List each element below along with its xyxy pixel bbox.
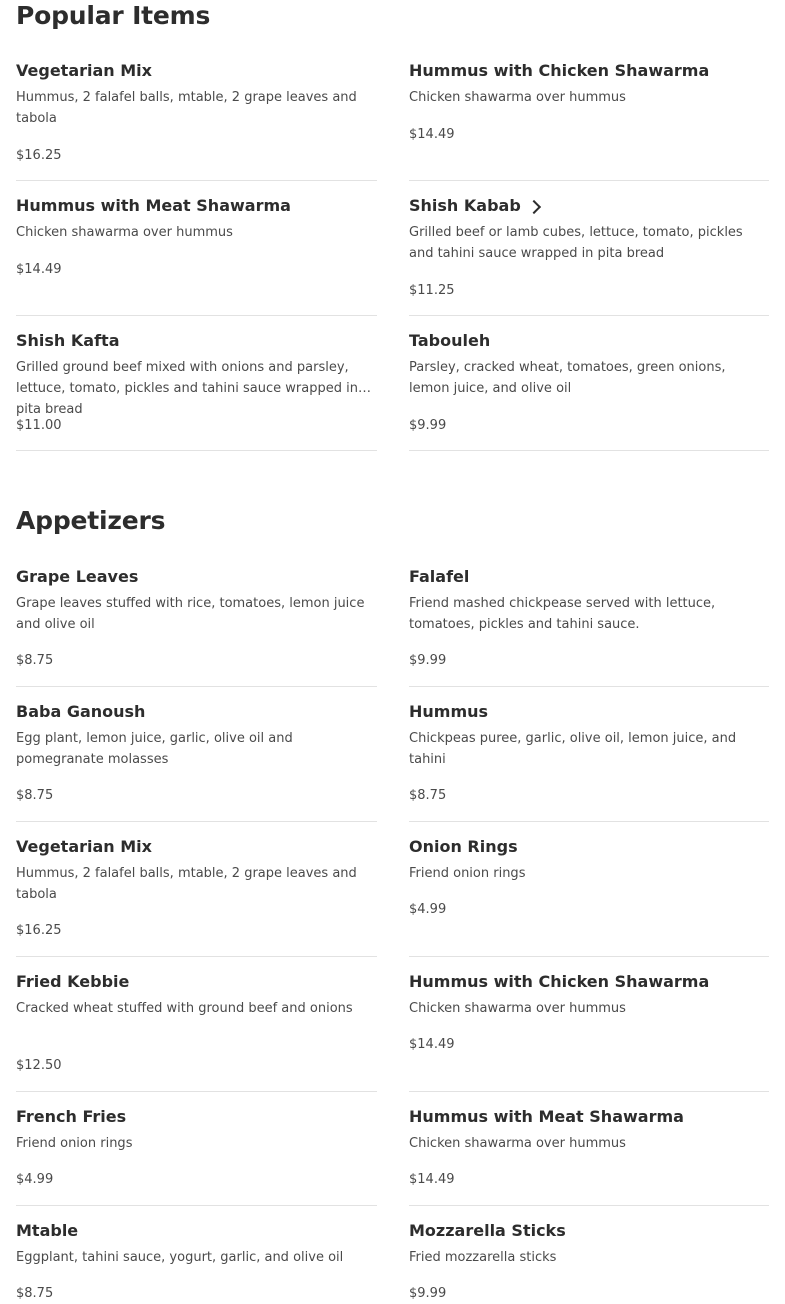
item-name: Tabouleh [409,331,491,350]
item-description: Friend onion rings [16,1136,133,1151]
menu-item-falafel[interactable] [409,567,769,681]
menu-item-shish-kafta[interactable] [16,331,377,445]
item-price: $9.99 [409,653,447,668]
item-price: $14.49 [409,1037,455,1052]
item-description: Chicken shawarma over hummus [16,225,233,240]
item-description: Chickpeas puree, garlic, olive oil, lemon juice, and tahini [409,731,737,767]
section-title-appetizers: Appetizers [16,506,166,535]
chevron-right-icon[interactable] [527,199,541,213]
menu-item-hummus-chicken-shawarma[interactable] [409,61,769,175]
divider [16,315,377,316]
item-price: $11.00 [16,418,62,433]
divider [16,956,377,957]
divider [16,1205,377,1206]
menu-item-tabouleh[interactable] [409,331,769,445]
menu-item-baba-ganoush[interactable] [16,702,377,816]
divider [409,821,769,822]
item-name: French Fries [16,1107,127,1126]
item-price: $9.99 [409,418,447,433]
item-name: Grape Leaves [16,567,139,586]
item-price: $16.25 [16,148,62,163]
menu-item-fried-kebbie[interactable] [16,972,377,1086]
item-name: Shish Kabab [409,196,521,215]
item-description: Chicken shawarma over hummus [409,90,626,105]
divider [409,180,769,181]
divider [409,450,769,451]
item-name: Onion Rings [409,837,518,856]
item-price: $9.99 [409,1286,447,1301]
item-description: Grilled ground beef mixed with onions and parsley, lettuce, tomato, pickles and tahini sauce wrapped in pita bread [16,360,358,417]
item-name: Baba Ganoush [16,702,146,721]
menu-item-mozzarella-sticks[interactable] [409,1221,769,1301]
item-price: $8.75 [16,1286,54,1301]
item-description: Cracked wheat stuffed with ground beef and onions [16,1001,353,1016]
item-description: Chicken shawarma over hummus [409,1001,626,1016]
item-description: Hummus, 2 falafel balls, mtable, 2 grape leaves and tabola [16,90,357,126]
item-name: Hummus with Chicken Shawarma [409,61,710,80]
divider [16,686,377,687]
item-name: Vegetarian Mix [16,61,152,80]
item-name: Hummus [409,702,489,721]
item-description: Hummus, 2 falafel balls, mtable, 2 grape leaves and tabola [16,866,357,902]
item-name: Fried Kebbie [16,972,130,991]
item-price: $12.50 [16,1058,62,1073]
item-description: Parsley, cracked wheat, tomatoes, green onions, lemon juice, and olive oil [409,360,726,396]
item-name: Shish Kafta [16,331,120,350]
menu-item-hummus-chicken-shawarma[interactable] [409,972,769,1086]
item-name: Mozzarella Sticks [409,1221,566,1240]
divider [16,450,377,451]
divider [409,1205,769,1206]
item-description: Friend onion rings [409,866,526,881]
menu-item-hummus-meat-shawarma[interactable] [16,196,377,310]
item-price: $4.99 [16,1172,54,1187]
item-name: Hummus with Chicken Shawarma [409,972,710,991]
item-name: Hummus with Meat Shawarma [409,1107,684,1126]
menu-item-hummus-meat-shawarma[interactable] [409,1107,769,1200]
divider [409,315,769,316]
menu-item-grape-leaves[interactable] [16,567,377,681]
item-price: $14.49 [409,127,455,142]
item-description: Friend mashed chickpease served with lettuce, tomatoes, pickles and tahini sauce. [409,596,716,632]
section-title-popular: Popular Items [16,1,211,30]
item-description: Egg plant, lemon juice, garlic, olive oil and pomegranate molasses [16,731,293,767]
item-price: $8.75 [409,788,447,803]
divider [409,956,769,957]
item-description: Eggplant, tahini sauce, yogurt, garlic, and olive oil [16,1250,344,1265]
item-price: $11.25 [409,283,455,298]
item-description: Fried mozzarella sticks [409,1250,557,1265]
item-price: $14.49 [16,262,62,277]
item-name-row [409,196,539,216]
item-description: Grilled beef or lamb cubes, lettuce, tomato, pickles and tahini sauce wrapped in pita bread [409,225,743,261]
divider [409,1091,769,1092]
menu-item-hummus[interactable] [409,702,769,816]
item-name: Mtable [16,1221,79,1240]
item-name: Falafel [409,567,470,586]
item-name: Hummus with Meat Shawarma [16,196,291,215]
divider [409,686,769,687]
menu-item-shish-kabab[interactable] [409,196,769,310]
item-price: $8.75 [16,653,54,668]
item-price: $4.99 [409,902,447,917]
item-description: Chicken shawarma over hummus [409,1136,626,1151]
item-price: $8.75 [16,788,54,803]
menu-item-french-fries[interactable] [16,1107,377,1200]
item-price: $14.49 [409,1172,455,1187]
menu-item-mtable[interactable] [16,1221,377,1301]
item-name: Vegetarian Mix [16,837,152,856]
menu-item-vegetarian-mix[interactable] [16,61,377,175]
divider [16,821,377,822]
item-description: Grape leaves stuffed with rice, tomatoes, lemon juice and olive oil [16,596,365,632]
divider [16,1091,377,1092]
menu-item-onion-rings[interactable] [409,837,769,951]
menu-item-vegetarian-mix[interactable] [16,837,377,951]
item-price: $16.25 [16,923,62,938]
divider [16,180,377,181]
